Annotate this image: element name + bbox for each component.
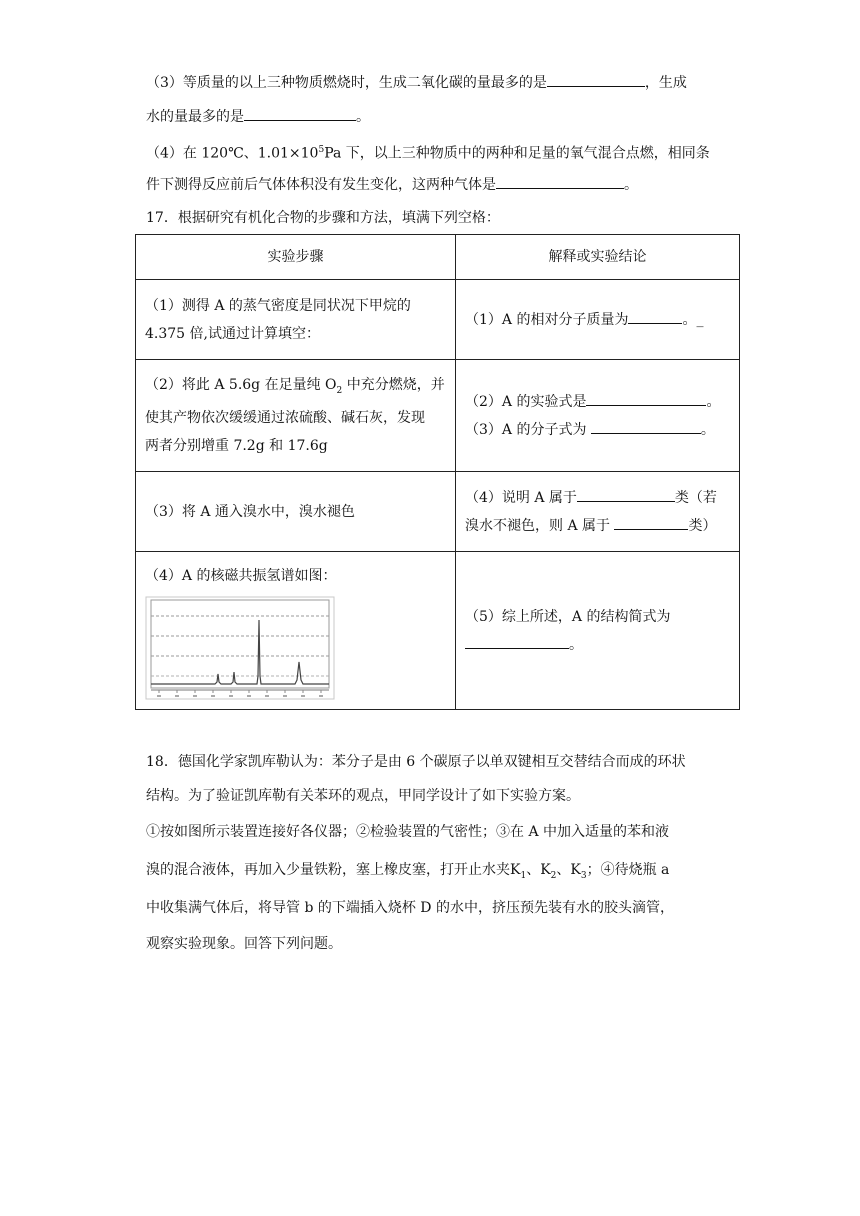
q17-row2-conclusion-text-1b: 。 bbox=[706, 393, 721, 410]
q18-line4 bbox=[146, 860, 669, 886]
q17-row3-conclusion-line1 bbox=[465, 484, 730, 512]
q16-part4-text-b: Pa 下，以上三种物质中的两种和足量的氧气混合点燃，相同条 bbox=[324, 145, 710, 162]
q18-k3-label bbox=[570, 862, 587, 881]
q17-row4-step bbox=[136, 552, 456, 710]
q18-sep-2: 、 bbox=[556, 862, 571, 878]
q16-part4-text-d: 。 bbox=[624, 177, 638, 193]
nmr-spectrum-image bbox=[145, 596, 335, 700]
q17-molecular-formula-blank[interactable] bbox=[591, 419, 701, 434]
q16-part3-text-c: 水的量最多的是 bbox=[146, 109, 244, 125]
q16-part3-line2 bbox=[146, 106, 370, 127]
q17-row2-conclusion-text-1a: （2）A 的实验式是 bbox=[465, 393, 587, 410]
q17-row3-conclusion bbox=[456, 472, 740, 552]
q17-row3-step: （3）将 A 通入溴水中，溴水褪色 bbox=[136, 472, 456, 552]
q17-title: 17．根据研究有机化合物的步骤和方法，填满下列空格： bbox=[146, 210, 500, 226]
q17-row2-step bbox=[136, 360, 456, 472]
q17-row2-o2-subscript: 2 bbox=[336, 385, 343, 396]
q17-row-2 bbox=[136, 360, 740, 472]
q18-line1: 18．德国化学家凯库勒认为：苯分子是由 6 个碳原子以单双键相互交替结合而成的环状 bbox=[146, 754, 686, 770]
q17-row1-step-line1: （1）测得 A 的蒸气密度是同状况下甲烷的 bbox=[145, 297, 411, 314]
q17-row2-step-line1 bbox=[145, 371, 446, 405]
q16-water-answer-blank[interactable] bbox=[244, 106, 356, 121]
q18-k3-letter: K bbox=[570, 862, 581, 878]
q17-row2-step-line2: 使其产物依次缓缓通过浓硫酸、碱石灰，发现 bbox=[145, 410, 425, 427]
q17-row3-conclusion-text-1a: （4）说明 A 属于 bbox=[465, 489, 577, 506]
q17-row2-step-text-a: （2）将此 A 5.6g 在足量纯 O bbox=[145, 376, 337, 393]
q18-k2-subscript: 2 bbox=[550, 870, 557, 881]
q16-part3-text-d: 。 bbox=[356, 109, 370, 125]
q17-row4-step-text: （4）A 的核磁共振氢谱如图： bbox=[145, 568, 337, 584]
q17-row2-conclusion-text-2b: 。 bbox=[700, 421, 715, 438]
q16-part3-text-b: ，生成 bbox=[644, 75, 687, 91]
q18-k2-letter: K bbox=[540, 862, 551, 878]
q17-row-1 bbox=[136, 280, 740, 360]
q17-class-blank[interactable] bbox=[577, 487, 675, 502]
q16-part3-text-a: （3）等质量的以上三种物质燃烧时，生成二氧化碳的量最多的是 bbox=[146, 75, 547, 91]
q17-row4-conclusion-text-2: 。 bbox=[569, 636, 583, 653]
q16-part4-line2 bbox=[146, 174, 638, 195]
q17-row4-conclusion-line2 bbox=[465, 631, 730, 659]
q18-k1-label bbox=[510, 862, 527, 881]
q16-co2-answer-blank[interactable] bbox=[547, 72, 645, 87]
q17-row1-conclusion bbox=[456, 280, 740, 360]
q16-part4-line1 bbox=[146, 140, 710, 164]
q17-row1-step bbox=[136, 280, 456, 360]
q16-part3-line1 bbox=[146, 72, 687, 93]
q17-row-3 bbox=[136, 472, 740, 552]
q17-row-4 bbox=[136, 552, 740, 710]
q18-line2: 结构。为了验证凯库勒有关苯环的观点，甲同学设计了如下实验方案。 bbox=[146, 788, 580, 804]
q18-line6: 观察实验现象。回答下列问题。 bbox=[146, 936, 342, 952]
q16-part4-text-a: （4）在 120℃、1.01×10 bbox=[146, 145, 319, 162]
q17-header-row bbox=[136, 235, 740, 280]
q17-row1-step-line2: 4.375 倍,试通过计算填空： bbox=[145, 325, 320, 342]
q17-row2-step-text-b: 中充分燃烧，并 bbox=[342, 376, 445, 393]
q17-row1-conclusion-line bbox=[465, 306, 730, 334]
q18-line4-text-b: ；④待烧瓶 a bbox=[586, 862, 670, 878]
q17-row3-conclusion-line2 bbox=[465, 512, 730, 540]
q17-header-conclusions: 解释或实验结论 bbox=[456, 235, 740, 280]
q17-empirical-formula-blank[interactable] bbox=[586, 391, 706, 406]
q17-structure-blank[interactable] bbox=[465, 634, 569, 649]
q16-gases-answer-blank[interactable] bbox=[496, 174, 624, 189]
q18-line5: 中收集满气体后，将导管 b 的下端插入烧杯 D 的水中，挤压预先装有水的胶头滴管， bbox=[146, 900, 674, 916]
q17-row2-conclusion bbox=[456, 360, 740, 472]
q17-alt-class-blank[interactable] bbox=[614, 515, 688, 530]
q17-row3-conclusion-text-2a: 溴水不褪色，则 A 属于 bbox=[465, 517, 615, 534]
q18-sep-1: 、 bbox=[526, 862, 541, 878]
q17-row2-conclusion-text-2a: （3）A 的分子式为 bbox=[465, 421, 591, 438]
q17-table bbox=[135, 234, 740, 710]
q18-k1-subscript: 1 bbox=[520, 870, 527, 881]
q18-line3: ①按如图所示装置连接好各仪器；②检验装置的气密性；③在 A 中加入适量的苯和液 bbox=[146, 824, 670, 840]
q17-molar-mass-blank[interactable] bbox=[628, 309, 682, 324]
q16-part4-exponent: 5 bbox=[318, 145, 325, 155]
q17-row4-conclusion-line1: （5）综上所述，A 的结构简式为 bbox=[465, 608, 671, 625]
q18-k2-label bbox=[540, 862, 557, 881]
q17-row1-conclusion-text-a: （1）A 的相对分子质量为 bbox=[465, 311, 629, 328]
q17-row2-conclusion-line2 bbox=[465, 416, 730, 444]
q17-row2-conclusion-line1 bbox=[465, 388, 730, 416]
q18-k3-subscript: 3 bbox=[580, 870, 587, 881]
q18-line4-text-a: 溴的混合液体，再加入少量铁粉，塞上橡皮塞，打开止水夹 bbox=[146, 862, 510, 878]
q18-k1-letter: K bbox=[510, 862, 521, 878]
q17-row2-step-line3: 两者分别增重 7.2g 和 17.6g bbox=[145, 438, 328, 455]
q17-header-steps: 实验步骤 bbox=[136, 235, 456, 280]
q17-row3-conclusion-text-2b: 类） bbox=[688, 517, 717, 534]
q17-row3-conclusion-text-1b: 类（若 bbox=[674, 489, 717, 506]
q16-part4-text-c: 件下测得反应前后气体体积没有发生变化，这两种气体是 bbox=[146, 177, 496, 193]
q17-row1-conclusion-text-b: 。_ bbox=[682, 311, 704, 328]
q17-row4-conclusion bbox=[456, 552, 740, 710]
